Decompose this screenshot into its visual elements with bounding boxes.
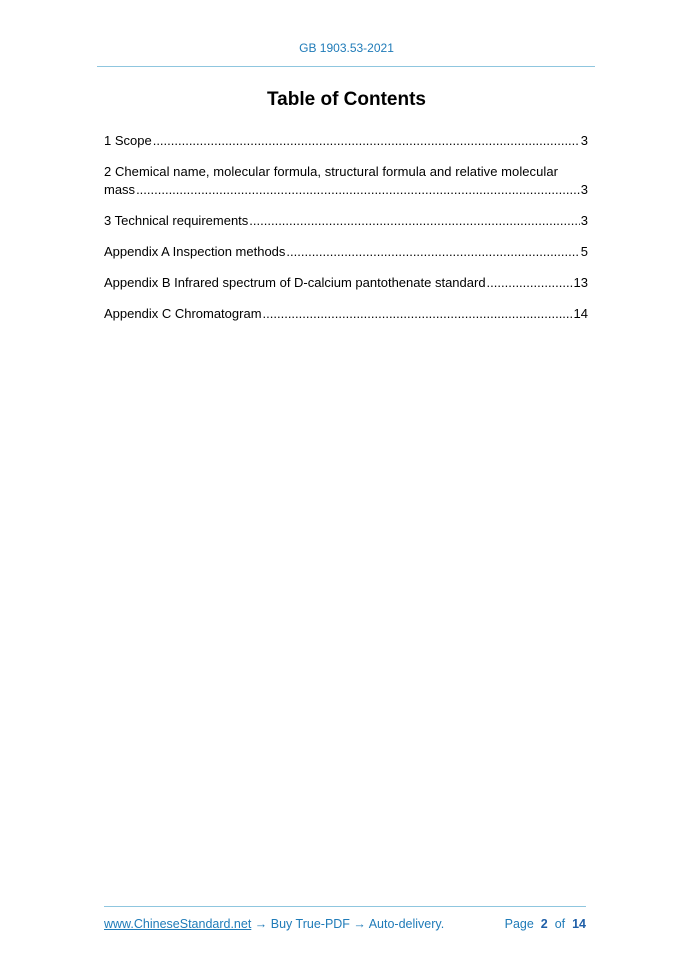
toc-leader-dots <box>263 305 573 323</box>
footer-promo <box>104 917 444 931</box>
running-header: GB 1903.53-2021 <box>299 41 394 55</box>
toc-entry-page: 5 <box>580 244 588 259</box>
page-indicator <box>505 917 586 931</box>
toc-entry-label: 3 Technical requirements <box>104 213 249 228</box>
page-word: Page <box>504 917 534 931</box>
toc-entry-page: 14 <box>573 306 588 321</box>
site-link[interactable]: www.ChineseStandard.net <box>104 917 252 931</box>
toc-entry-label: Appendix B Infrared spectrum of D-calcium pantothenate standard <box>104 275 486 290</box>
toc-entry-appendix-b[interactable] <box>104 274 588 292</box>
toc-entry-page: 3 <box>580 213 588 228</box>
toc-entry-label: mass <box>104 182 136 197</box>
promo-text: → Buy True-PDF → Auto-delivery. <box>251 917 445 931</box>
toc-entry-label: Appendix C Chromatogram <box>104 306 262 321</box>
page-footer <box>104 917 586 931</box>
page-title: Table of Contents <box>266 89 427 110</box>
toc-entry-label: 1 Scope <box>104 133 152 148</box>
current-page-number: 2 <box>540 917 548 931</box>
footer-divider <box>104 906 586 907</box>
toc-leader-dots <box>286 243 579 261</box>
toc-leader-dots <box>153 132 580 150</box>
total-page-number: 14 <box>572 917 586 931</box>
toc-entry-scope[interactable] <box>104 132 588 150</box>
toc-entry-page: 3 <box>580 182 588 197</box>
of-word: of <box>554 917 566 931</box>
toc-entry-appendix-c[interactable] <box>104 305 588 323</box>
toc-entry-page: 13 <box>573 275 588 290</box>
toc-entry-label-line1: 2 Chemical name, molecular formula, structural formula and relative molecular <box>104 164 558 179</box>
table-of-contents <box>104 132 588 336</box>
toc-leader-dots <box>249 212 579 230</box>
toc-leader-dots <box>487 274 573 292</box>
toc-entry-appendix-a[interactable] <box>104 243 588 261</box>
toc-entry-chemical-name[interactable] <box>104 163 588 199</box>
toc-entry-label: Appendix A Inspection methods <box>104 244 286 259</box>
header-divider <box>97 66 595 67</box>
toc-entry-page: 3 <box>580 133 588 148</box>
toc-entry-technical-requirements[interactable] <box>104 212 588 230</box>
toc-leader-dots <box>136 181 580 199</box>
